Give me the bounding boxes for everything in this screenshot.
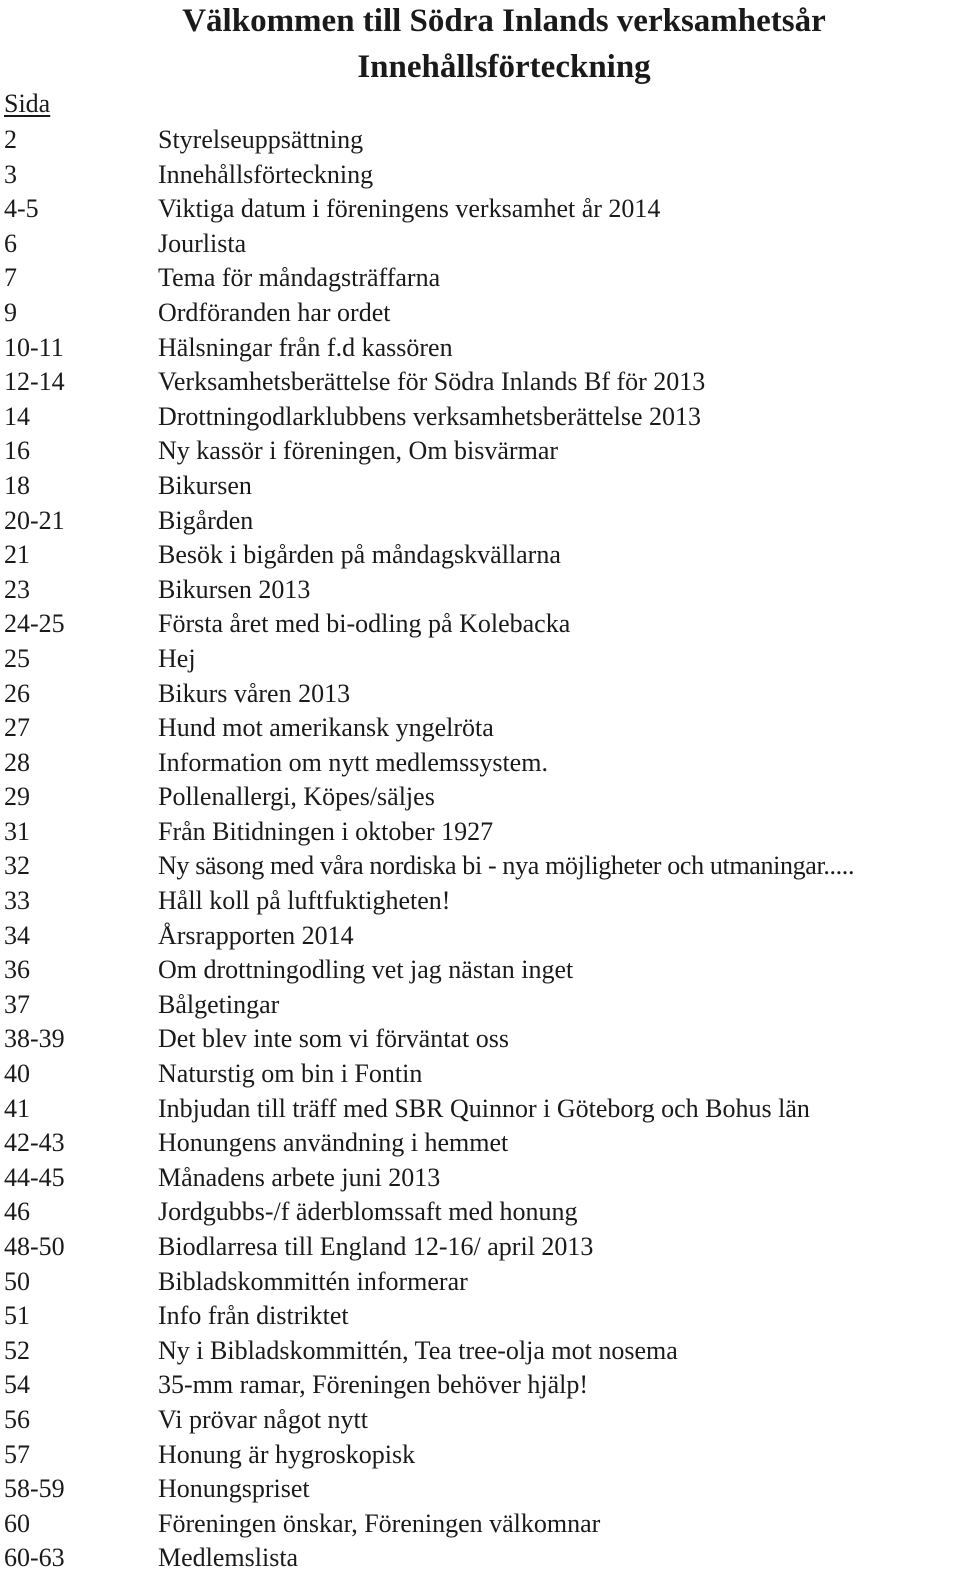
toc-entry-title: Om drottningodling vet jag nästan inget [158, 955, 574, 985]
toc-entry [0, 1507, 960, 1542]
toc-page-number: 31 [4, 816, 30, 846]
toc-entry-title: 35-mm ramar, Föreningen behöver hjälp! [158, 1370, 588, 1400]
toc-page-number: 25 [4, 643, 30, 673]
toc-entry [0, 746, 960, 781]
toc-entry-title: Honung är hygroskopisk [158, 1439, 416, 1469]
toc-page-number: 52 [4, 1335, 30, 1365]
toc-page-number: 18 [4, 470, 30, 500]
toc-entry [0, 1230, 960, 1265]
toc-page-number: 28 [4, 747, 30, 777]
toc-entry [0, 296, 960, 331]
toc-entry [0, 1541, 960, 1576]
toc-entry-title: Pollenallergi, Köpes/säljes [158, 782, 435, 812]
toc-entry-title: Ny i Bibladskommittén, Tea tree-olja mot nosema [158, 1335, 678, 1365]
toc-entry [0, 365, 960, 400]
toc-page-number: 38-39 [4, 1024, 65, 1054]
toc-entry [0, 1438, 960, 1473]
toc-entry-title: Håll koll på luftfuktigheten! [158, 886, 451, 916]
toc-page-number: 10-11 [4, 332, 64, 362]
toc-entry-title: Bålgetingar [158, 989, 280, 1019]
toc-page-number: 41 [4, 1093, 30, 1123]
toc-page-number: 50 [4, 1266, 30, 1296]
toc-page-number: 26 [4, 678, 30, 708]
toc-page-number: 4-5 [4, 194, 39, 224]
toc-entry [0, 1265, 960, 1300]
toc-entry-title: Bikursen [158, 470, 252, 500]
toc-entry-title: Bibladskommittén informerar [158, 1266, 468, 1296]
toc-entry [0, 1161, 960, 1196]
toc-page-number: 44-45 [4, 1162, 65, 1192]
toc-entry-title: Vi prövar något nytt [158, 1404, 369, 1434]
toc-entry [0, 884, 960, 919]
toc-entry [0, 158, 960, 193]
toc-page-number: 29 [4, 782, 30, 812]
toc-page-number: 16 [4, 436, 30, 466]
toc-entry-title: Drottningodlarklubbens verksamhetsberättelse 2013 [158, 401, 701, 431]
toc-entry [0, 192, 960, 227]
toc-entry-title: Ordföranden har ordet [158, 297, 391, 327]
toc-entry-title: Ny säsong med våra nordiska bi - nya möjligheter och utmaningar..... [158, 851, 855, 881]
toc-entry-title: Honungens användning i hemmet [158, 1128, 509, 1158]
toc-entry-title: Hälsningar från f.d kassören [158, 332, 453, 362]
table-of-contents [0, 123, 960, 1576]
toc-page-number: 9 [4, 297, 17, 327]
toc-page-number: 60 [4, 1508, 30, 1538]
toc-entry [0, 1092, 960, 1127]
toc-entry-title: Info från distriktet [158, 1301, 349, 1331]
toc-page-number: 3 [4, 159, 17, 189]
toc-page-number: 54 [4, 1370, 30, 1400]
toc-entry-title: Bikursen 2013 [158, 574, 311, 604]
toc-page-number: 23 [4, 574, 30, 604]
toc-entry [0, 123, 960, 158]
toc-page-number: 20-21 [4, 505, 65, 535]
toc-entry [0, 400, 960, 435]
toc-entry-title: Bigården [158, 505, 254, 535]
toc-page-number: 7 [4, 263, 17, 293]
toc-entry-title: Inbjudan till träff med SBR Quinnor i Göteborg och Bohus län [158, 1093, 810, 1123]
toc-entry-title: Biodlarresa till England 12-16/ april 2013 [158, 1232, 594, 1261]
toc-entry-title: Innehållsförteckning [158, 159, 374, 189]
toc-entry [0, 538, 960, 573]
toc-entry [0, 780, 960, 815]
toc-page-number: 48-50 [4, 1232, 65, 1261]
toc-entry [0, 1334, 960, 1369]
toc-entry-title: Ny kassör i föreningen, Om bisvärmar [158, 436, 559, 466]
toc-entry [0, 434, 960, 469]
toc-page-number: 6 [4, 228, 17, 258]
toc-page-number: 12-14 [4, 367, 65, 397]
toc-page-number: 33 [4, 886, 30, 916]
toc-entry [0, 1368, 960, 1403]
toc-entry-title: Honungspriset [158, 1474, 310, 1504]
toc-entry-title: Månadens arbete juni 2013 [158, 1162, 441, 1192]
toc-page-number: 2 [4, 125, 17, 154]
toc-entry [0, 573, 960, 608]
toc-entry [0, 988, 960, 1023]
toc-entry-title: Hej [158, 643, 196, 673]
toc-page-number: 34 [4, 920, 30, 950]
toc-entry [0, 849, 960, 884]
toc-entry-title: Naturstig om bin i Fontin [158, 1059, 423, 1089]
toc-entry-title: Föreningen önskar, Föreningen välkomnar [158, 1508, 601, 1538]
toc-heading: Innehållsförteckning [357, 49, 651, 85]
toc-entry-title: Jourlista [158, 228, 247, 258]
toc-entry [0, 504, 960, 539]
toc-entry [0, 1126, 960, 1161]
toc-entry [0, 227, 960, 262]
toc-page-number: 27 [4, 713, 30, 743]
toc-entry-title: Besök i bigården på måndagskvällarna [158, 540, 561, 570]
toc-entry [0, 953, 960, 988]
toc-entry-title: Jordgubbs-/f äderblomssaft med honung [158, 1197, 578, 1227]
page-column-label: Sida [4, 89, 51, 118]
toc-entry [0, 607, 960, 642]
toc-entry-title: Styrelseuppsättning [158, 125, 364, 154]
toc-entry [0, 1403, 960, 1438]
toc-entry [0, 919, 960, 954]
toc-page-number: 36 [4, 955, 30, 985]
toc-entry [0, 1195, 960, 1230]
toc-entry-title: Första året med bi-odling på Kolebacka [158, 609, 571, 639]
toc-entry [0, 815, 960, 850]
toc-entry-title: Tema för måndagsträffarna [158, 263, 441, 293]
toc-entry [0, 642, 960, 677]
toc-page-number: 60-63 [4, 1543, 65, 1573]
toc-page-number: 40 [4, 1059, 30, 1089]
toc-entry [0, 261, 960, 296]
toc-entry-title: Information om nytt medlemssystem. [158, 747, 548, 777]
toc-page-number: 21 [4, 540, 30, 570]
toc-entry [0, 1472, 960, 1507]
toc-page-number: 32 [4, 851, 30, 881]
toc-entry [0, 1057, 960, 1092]
toc-entry-title: Det blev inte som vi förväntat oss [158, 1024, 509, 1054]
toc-page-number: 57 [4, 1439, 30, 1469]
toc-entry-title: Viktiga datum i föreningens verksamhet år 2014 [158, 194, 661, 224]
toc-entry-title: Från Bitidningen i oktober 1927 [158, 816, 494, 846]
toc-entry-title: Medlemslista [158, 1543, 299, 1573]
toc-page-number: 14 [4, 401, 30, 431]
toc-page-number: 51 [4, 1301, 30, 1331]
toc-page-number: 56 [4, 1404, 30, 1434]
toc-page-number: 24-25 [4, 609, 65, 639]
toc-entry-title: Årsrapporten 2014 [158, 920, 354, 950]
toc-page-number: 37 [4, 989, 30, 1019]
page-title: Välkommen till Södra Inlands verksamhetsår [182, 3, 826, 39]
toc-entry-title: Bikurs våren 2013 [158, 678, 351, 708]
toc-entry [0, 1299, 960, 1334]
toc-entry [0, 711, 960, 746]
toc-entry [0, 469, 960, 504]
toc-entry [0, 677, 960, 712]
toc-entry [0, 1022, 960, 1057]
toc-entry-title: Verksamhetsberättelse för Södra Inlands Bf för 2013 [158, 367, 706, 397]
toc-page-number: 46 [4, 1197, 30, 1227]
toc-page-number: 58-59 [4, 1474, 65, 1504]
toc-page-number: 42-43 [4, 1128, 65, 1158]
toc-entry [0, 331, 960, 366]
toc-entry-title: Hund mot amerikansk yngelröta [158, 713, 494, 743]
